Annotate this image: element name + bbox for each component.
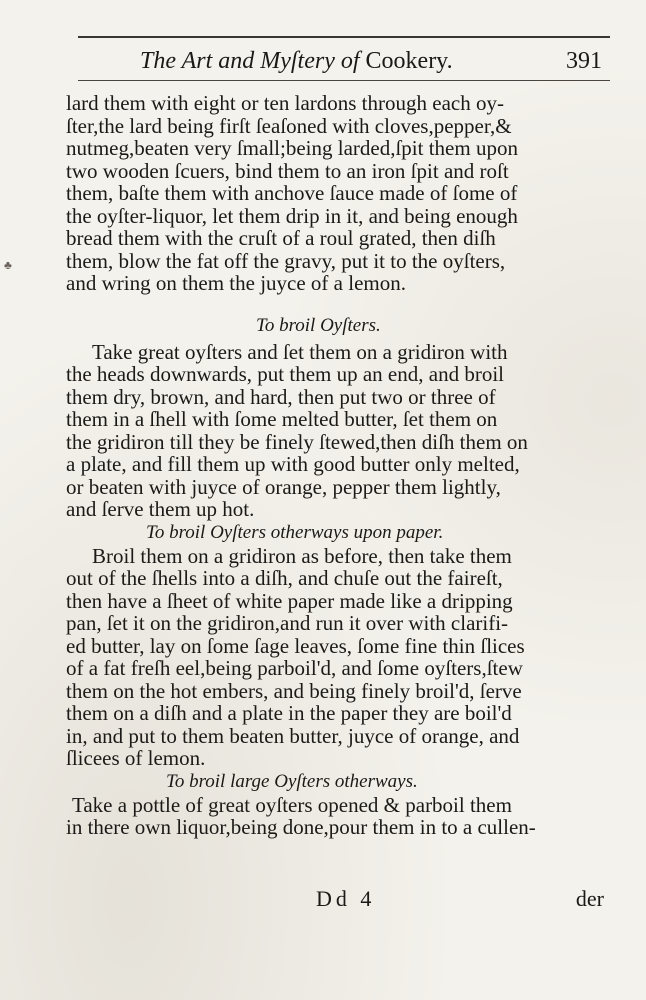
recipe-heading: To broil large Oyſters otherways.: [166, 770, 418, 792]
text-line: them dry, brown, and hard, then put two or three of: [66, 384, 496, 409]
running-title: [140, 44, 453, 78]
text-line: pan, ſet it on the gridiron,and run it over with clarifi-: [66, 611, 509, 635]
text-line: ſlicees of lemon.: [66, 746, 206, 770]
recipe-heading: To broil Oyſters otherways upon paper.: [146, 521, 444, 543]
text-line: a plate, and fill them up with good butter only melted,: [66, 452, 520, 476]
recipe-paragraph: [66, 794, 606, 839]
text-line: nutmeg,beaten very ſmall;being larded,ſpit them upon: [66, 136, 518, 160]
text-line: them, baſte them with anchove ſauce made of ſome of: [66, 181, 518, 205]
page-header: [78, 44, 610, 78]
text-line: Take great oyſters and ſet them on a gridiron with: [92, 339, 508, 364]
running-title-word: Cookery.: [365, 48, 453, 74]
top-rule: [78, 36, 610, 38]
page-footer: [66, 886, 606, 912]
text-line: in there own liquor,being done,pour them in to a cullen-: [66, 815, 536, 839]
text-line: lard them with eight or ten lardons through each oy-: [66, 91, 504, 115]
text-line: Take a pottle of great oyſters opened & parboil them: [72, 792, 512, 817]
recipe-paragraph: [66, 341, 606, 521]
text-line: them in a ſhell with ſome melted butter, ſet them on: [66, 407, 498, 431]
text-line: bread them with the cruſt of a roul grated, then diſh: [66, 226, 496, 250]
text-line: the oyſter-liquor, let them drip in it, and being enough: [66, 203, 518, 228]
text-line: and ſerve them up hot.: [66, 497, 255, 521]
text-line: them on the hot embers, and being finely broil'd, ſerve: [66, 678, 522, 703]
text-line: them on a diſh and a plate in the paper they are boil'd: [66, 701, 512, 725]
running-title-prefix: The Art and Myſtery of: [140, 48, 360, 74]
text-line: and wring on them the juyce of a lemon.: [66, 271, 406, 295]
recipe-heading: To broil Oyſters.: [256, 314, 381, 336]
text-line: then have a ſheet of white paper made like a dripping: [66, 588, 513, 613]
text-line: the heads downwards, put them up an end, and broil: [66, 362, 504, 386]
text-line: ſter,the lard being firſt ſeaſoned with cloves,pepper,&: [66, 113, 512, 138]
text-line: them, blow the fat off the gravy, put it to the oyſters,: [66, 248, 506, 273]
intro-paragraph: [66, 92, 606, 295]
recipe-paragraph: [66, 545, 606, 770]
text-line: or beaten with juyce of orange, pepper them lightly,: [66, 474, 501, 499]
header-rule: [78, 80, 610, 81]
text-line: in, and put to them beaten butter, juyce of orange, and: [66, 723, 520, 748]
page-number: 391: [566, 48, 602, 74]
text-line: out of the ſhells into a diſh, and chuſe out the faireſt,: [66, 566, 503, 590]
text-line: two wooden ſcuers, bind them to an iron ſpit and roſt: [66, 158, 509, 183]
catchword: der: [575, 886, 604, 911]
text-line: Broil them on a gridiron as before, then take them: [92, 543, 512, 568]
text-line: ed butter, lay on ſome ſage leaves, ſome fine thin ſlices: [66, 633, 525, 658]
signature-mark: Dd 4: [316, 886, 376, 911]
page-body: [66, 92, 606, 839]
text-line: of a fat freſh eel,being parboil'd, and ſome oyſters,ſtew: [66, 656, 523, 680]
text-line: the gridiron till they be finely ſtewed,then diſh them on: [66, 429, 528, 454]
margin-mark: ♣: [4, 258, 12, 272]
